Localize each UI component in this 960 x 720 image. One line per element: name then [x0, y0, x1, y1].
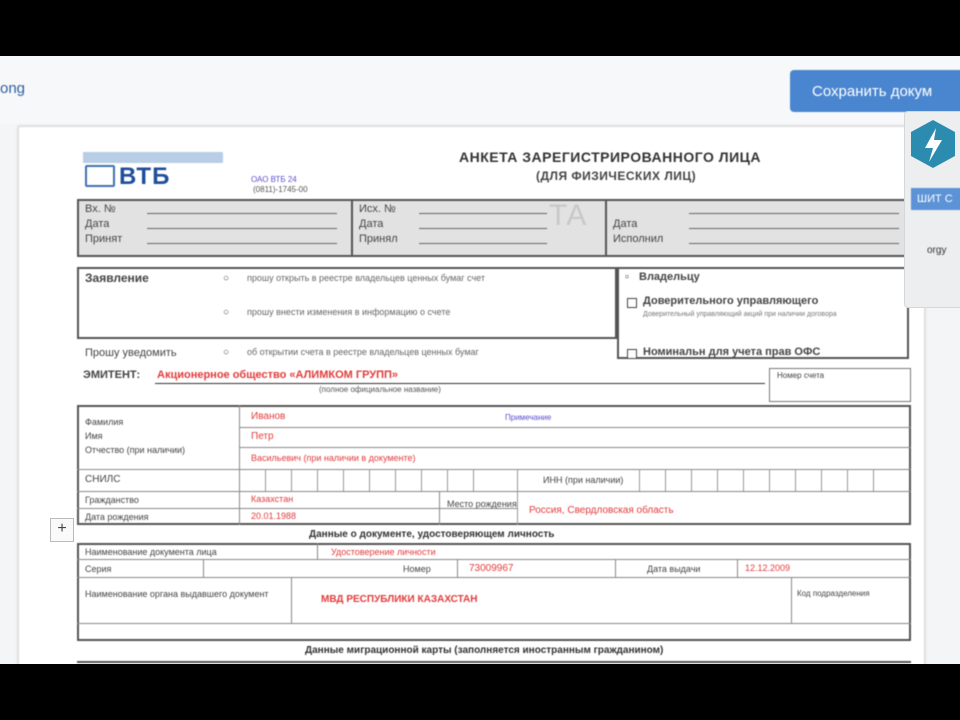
- account-number-label: Номер счета: [777, 371, 825, 380]
- cell-divider: [421, 469, 422, 491]
- row-line: [239, 427, 911, 428]
- widget-action-button[interactable]: ШИТ С: [911, 188, 960, 210]
- row-line: [239, 447, 911, 448]
- cell-divider: [847, 469, 848, 491]
- divider: [203, 559, 204, 577]
- cell-divider: [873, 469, 874, 491]
- widget-text: оrgy: [927, 245, 947, 256]
- divider: [439, 491, 440, 525]
- radio-icon[interactable]: ○: [223, 347, 230, 358]
- logo-band: [83, 152, 223, 163]
- cell-divider: [473, 469, 474, 491]
- cell-divider: [447, 469, 448, 491]
- header-executed: Исполнил: [613, 233, 664, 245]
- divider: [615, 559, 616, 577]
- cell-divider: [369, 469, 370, 491]
- field-line: [419, 228, 547, 229]
- cell-divider: [743, 469, 744, 491]
- statement-option-change: прошу внести изменения в информацию о счете: [247, 307, 451, 317]
- toolbar-left-label[interactable]: ong: [0, 80, 26, 97]
- cell-divider: [517, 469, 518, 525]
- owner-option-trustee: Доверительного управляющего: [643, 295, 819, 307]
- doc-name-value[interactable]: Удостоверение личности: [331, 547, 436, 557]
- issuer-caption: (полное официальное название): [319, 385, 441, 394]
- citizenship-label: Гражданство: [85, 495, 139, 505]
- field-line: [689, 228, 899, 229]
- cell-divider: [265, 469, 266, 491]
- form-subtitle: (ДЛЯ ФИЗИЧЕСКИХ ЛИЦ): [536, 169, 697, 183]
- header-incoming-number: Вх. №: [85, 203, 116, 215]
- cell-divider: [717, 469, 718, 491]
- cell-divider: [691, 469, 692, 491]
- cell-divider: [395, 469, 396, 491]
- field-line: [147, 243, 337, 244]
- owner-type-heading: Владельцу: [639, 271, 700, 283]
- header-received: Принят: [85, 233, 123, 245]
- logo-subtext: ОАО ВТБ 24: [251, 175, 297, 184]
- surname-label: Фамилия: [85, 417, 124, 427]
- field-line: [419, 243, 547, 244]
- notify-label: Прошу уведомить: [85, 347, 177, 359]
- row-line: [77, 661, 911, 663]
- issue-date-value[interactable]: 12.12.2009: [745, 563, 791, 573]
- vtb-logo-icon: [85, 165, 115, 187]
- logo-subtext-2: (0811)-1745-00: [253, 185, 308, 194]
- doc-issuer-value[interactable]: МВД РЕСПУБЛИКИ КАЗАХСТАН: [321, 594, 478, 605]
- header-date: Дата: [85, 218, 110, 230]
- cell-divider: [769, 469, 770, 491]
- field-line: [689, 213, 899, 214]
- divider: [317, 543, 318, 559]
- issuer-value: Акционерное общество «АЛИМКОМ ГРУПП»: [157, 369, 399, 381]
- inn-label: ИНН (при наличии): [543, 475, 624, 485]
- statement-option-open: прошу открыть в реестре владельцев ценных бумаг счет: [247, 273, 485, 283]
- patronymic-value[interactable]: Васильевич (при наличии в документе): [251, 453, 416, 463]
- name-value[interactable]: Петр: [251, 431, 274, 442]
- toolbar: [0, 56, 960, 124]
- birthdate-value[interactable]: 20.01.1988: [251, 511, 297, 521]
- divider: [605, 199, 607, 257]
- owner-option-note: Доверительный управляющий акций при наличии договора: [643, 311, 837, 318]
- patronymic-label: Отчество (при наличии): [85, 445, 186, 455]
- birthplace-value[interactable]: Россия, Свердловская область: [529, 505, 674, 516]
- divider: [457, 559, 458, 577]
- checkbox-nominee[interactable]: [627, 349, 637, 359]
- number-label: Номер: [403, 564, 431, 574]
- cell-divider: [317, 469, 318, 491]
- cell-divider: [343, 469, 344, 491]
- editor-window: [0, 56, 960, 664]
- row-line: [77, 491, 911, 492]
- notify-text: об открытии счета в реестре владельцев ценных бумаг: [247, 347, 479, 357]
- snils-label: СНИЛС: [85, 474, 121, 485]
- surname-extra: Примечание: [505, 413, 552, 422]
- field-line: [689, 243, 899, 244]
- birthplace-label: Место рождения: [447, 499, 517, 509]
- doc-section-title: Данные о документе, удостоверяющем личность: [309, 529, 555, 540]
- divider: [737, 559, 738, 577]
- divider: [351, 199, 353, 257]
- row-line: [77, 623, 911, 624]
- header-date-3: Дата: [613, 218, 638, 230]
- statement-label: Заявление: [85, 271, 149, 285]
- birthdate-label: Дата рождения: [85, 512, 149, 522]
- row-line: [77, 469, 911, 470]
- cell-divider: [291, 469, 292, 491]
- field-line: [147, 228, 337, 229]
- cell-divider: [665, 469, 666, 491]
- number-value[interactable]: 73009967: [469, 563, 514, 574]
- owner-option-nominee: Номинальн для учета прав ОФС: [643, 346, 821, 358]
- assistant-widget: [904, 111, 960, 308]
- divider: [291, 577, 292, 623]
- move-handle-icon[interactable]: +: [50, 518, 74, 542]
- cell-divider: [821, 469, 822, 491]
- divider: [791, 577, 792, 623]
- checkbox-trustee[interactable]: [627, 298, 637, 308]
- radio-icon[interactable]: ○: [223, 273, 230, 284]
- header-outgoing-number: Исх. №: [359, 203, 396, 215]
- stamp-watermark: ТА: [549, 199, 587, 232]
- issuer-underline: [155, 383, 765, 384]
- divider: [239, 405, 240, 525]
- cell-divider: [795, 469, 796, 491]
- issuer-label: ЭМИТЕНТ:: [83, 369, 141, 381]
- field-line: [147, 213, 337, 214]
- citizenship-value[interactable]: Казахстан: [251, 494, 294, 504]
- subdivision-code-label: Код подразделения: [797, 589, 870, 598]
- document-page: [18, 126, 925, 664]
- doc-name-label: Наименование документа лица: [85, 547, 217, 557]
- lightning-bolt-icon[interactable]: [905, 116, 960, 172]
- row-line: [77, 577, 911, 578]
- header-accepted: Принял: [359, 233, 398, 245]
- name-label: Имя: [85, 431, 103, 441]
- bank-logo: ВТБ: [119, 163, 171, 190]
- form-title: АНКЕТА ЗАРЕГИСТРИРОВАННОГО ЛИЦА: [459, 149, 761, 165]
- checkbox-icon[interactable]: ▫: [625, 271, 629, 283]
- field-line: [419, 213, 547, 214]
- migration-card-title: Данные миграционной карты (заполняется иностранным гражданином): [305, 645, 664, 656]
- surname-value[interactable]: Иванов: [251, 411, 286, 422]
- cell-divider: [639, 469, 640, 491]
- save-document-button[interactable]: Сохранить докум: [790, 70, 960, 112]
- radio-icon[interactable]: ○: [223, 307, 230, 318]
- issue-date-label: Дата выдачи: [647, 564, 701, 574]
- doc-issuer-label: Наименование органа выдавшего документ: [85, 589, 269, 599]
- series-label: Серия: [85, 564, 112, 574]
- header-date-2: Дата: [359, 218, 384, 230]
